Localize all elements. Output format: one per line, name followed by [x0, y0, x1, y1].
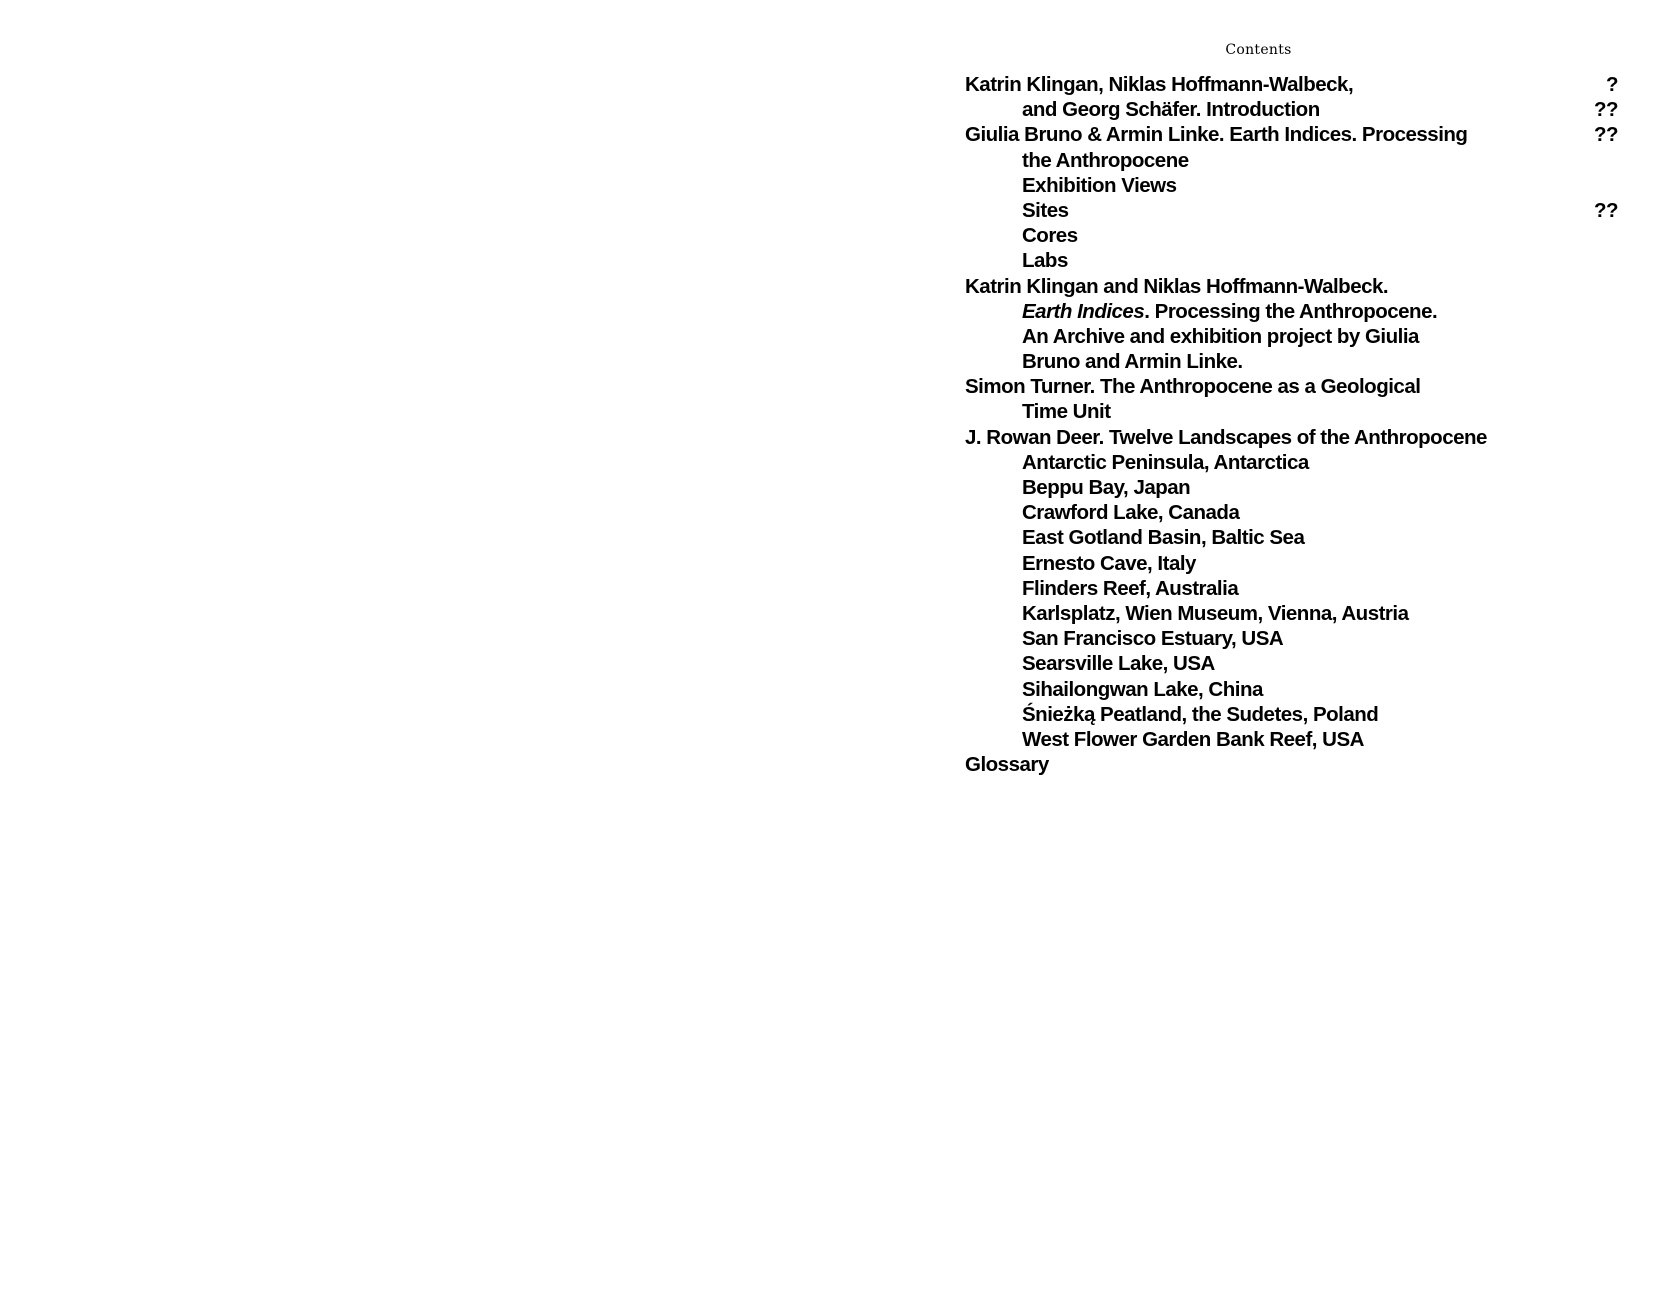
toc-entry-klingan-hoffmann[interactable] — [965, 274, 1618, 299]
toc-entry-text: Antarctic Peninsula, Antarctica — [1022, 450, 1309, 474]
toc-entry-exhibition-views[interactable] — [965, 173, 1618, 198]
toc-entry-text: and Georg Schäfer. Introduction — [1022, 98, 1320, 122]
toc-entry-sites[interactable] — [965, 198, 1618, 223]
toc-entry-turner-cont[interactable] — [965, 399, 1618, 424]
toc-entry-text: Cores — [1022, 224, 1078, 248]
toc-entry-text: An Archive and exhibition project by Giulia — [1022, 324, 1419, 348]
toc-entry-text: J. Rowan Deer. Twelve Landscapes of the Anthropocene — [965, 425, 1487, 449]
toc-entry-text: Sites — [1022, 198, 1069, 222]
toc-italic-title: Earth Indices — [1022, 299, 1145, 323]
toc-entry-landscape[interactable] — [965, 475, 1618, 500]
toc-entry-text-rest: . Processing the Anthropocene. — [1144, 299, 1438, 323]
toc-entry-text: Simon Turner. The Anthropocene as a Geological — [965, 375, 1421, 399]
toc-entry-text: Crawford Lake, Canada — [1022, 501, 1240, 525]
toc-entry-text: Searsville Lake, USA — [1022, 652, 1215, 676]
toc-entry-earth-indices[interactable] — [965, 122, 1618, 147]
toc-entry-turner[interactable] — [965, 374, 1618, 399]
toc-entry-landscape[interactable] — [965, 651, 1618, 676]
toc-page-number: ?? — [1593, 198, 1618, 222]
toc-entry-landscape[interactable] — [965, 500, 1618, 525]
toc-entry-landscape[interactable] — [965, 576, 1618, 601]
toc-entry-text: Exhibition Views — [1022, 173, 1177, 197]
toc-entry-landscape[interactable] — [965, 626, 1618, 651]
toc-entry-landscape[interactable] — [965, 727, 1618, 752]
toc-entry-introduction-cont[interactable] — [965, 97, 1618, 122]
toc-entry-klingan-hoffmann-cont[interactable] — [965, 299, 1618, 324]
toc-entry-text: San Francisco Estuary, USA — [1022, 627, 1284, 651]
toc-entry-introduction[interactable] — [965, 72, 1618, 97]
toc-entry-text — [965, 300, 1437, 323]
toc-entry-earth-indices-cont[interactable] — [965, 148, 1618, 173]
toc-entry-landscape[interactable] — [965, 702, 1618, 727]
toc-entry-text: Bruno and Armin Linke. — [1022, 350, 1243, 374]
toc-entry-text: Giulia Bruno & Armin Linke. Earth Indices. Processing — [965, 123, 1468, 147]
toc-entry-text: Time Unit — [1022, 400, 1111, 424]
toc-entry-text: Sihailongwan Lake, China — [1022, 677, 1263, 701]
toc-entry-landscape[interactable] — [965, 525, 1618, 550]
toc-entry-text: Ernesto Cave, Italy — [1022, 551, 1196, 575]
toc-entry-landscape[interactable] — [965, 601, 1618, 626]
right-page — [839, 0, 1678, 1304]
toc-page-number: ? — [1605, 73, 1618, 96]
toc-entry-text: Labs — [1022, 249, 1068, 273]
toc-entry-text: Katrin Klingan, Niklas Hoffmann-Walbeck, — [965, 73, 1354, 96]
toc-entry-glossary[interactable] — [965, 752, 1618, 777]
toc-entry-klingan-hoffmann-cont[interactable] — [965, 349, 1618, 374]
toc-entry-text: West Flower Garden Bank Reef, USA — [1022, 727, 1364, 751]
toc-entry-landscape[interactable] — [965, 450, 1618, 475]
toc-entry-text: Beppu Bay, Japan — [1022, 476, 1191, 499]
toc-entry-text: Karlsplatz, Wien Museum, Vienna, Austria — [1022, 601, 1409, 625]
toc-page-number: ?? — [1593, 123, 1618, 147]
toc-entry-landscape[interactable] — [965, 551, 1618, 576]
toc-entry-labs[interactable] — [965, 248, 1618, 273]
toc-entry-text: Glossary — [965, 753, 1049, 777]
toc-entry-text: East Gotland Basin, Baltic Sea — [1022, 526, 1305, 550]
toc-entry-cores[interactable] — [965, 223, 1618, 248]
table-of-contents — [965, 72, 1618, 777]
toc-entry-text: Śnieżką Peatland, the Sudetes, Poland — [1022, 702, 1379, 726]
toc-entry-klingan-hoffmann-cont[interactable] — [965, 324, 1618, 349]
toc-entry-text: Katrin Klingan and Niklas Hoffmann-Walbeck. — [965, 274, 1389, 298]
toc-page-number: ?? — [1593, 98, 1618, 122]
toc-entry-text: Flinders Reef, Australia — [1022, 576, 1239, 600]
toc-entry-text: the Anthropocene — [1022, 148, 1189, 172]
toc-entry-landscape[interactable] — [965, 677, 1618, 702]
toc-entry-deer[interactable] — [965, 425, 1618, 450]
contents-heading: Contents — [1225, 42, 1292, 58]
